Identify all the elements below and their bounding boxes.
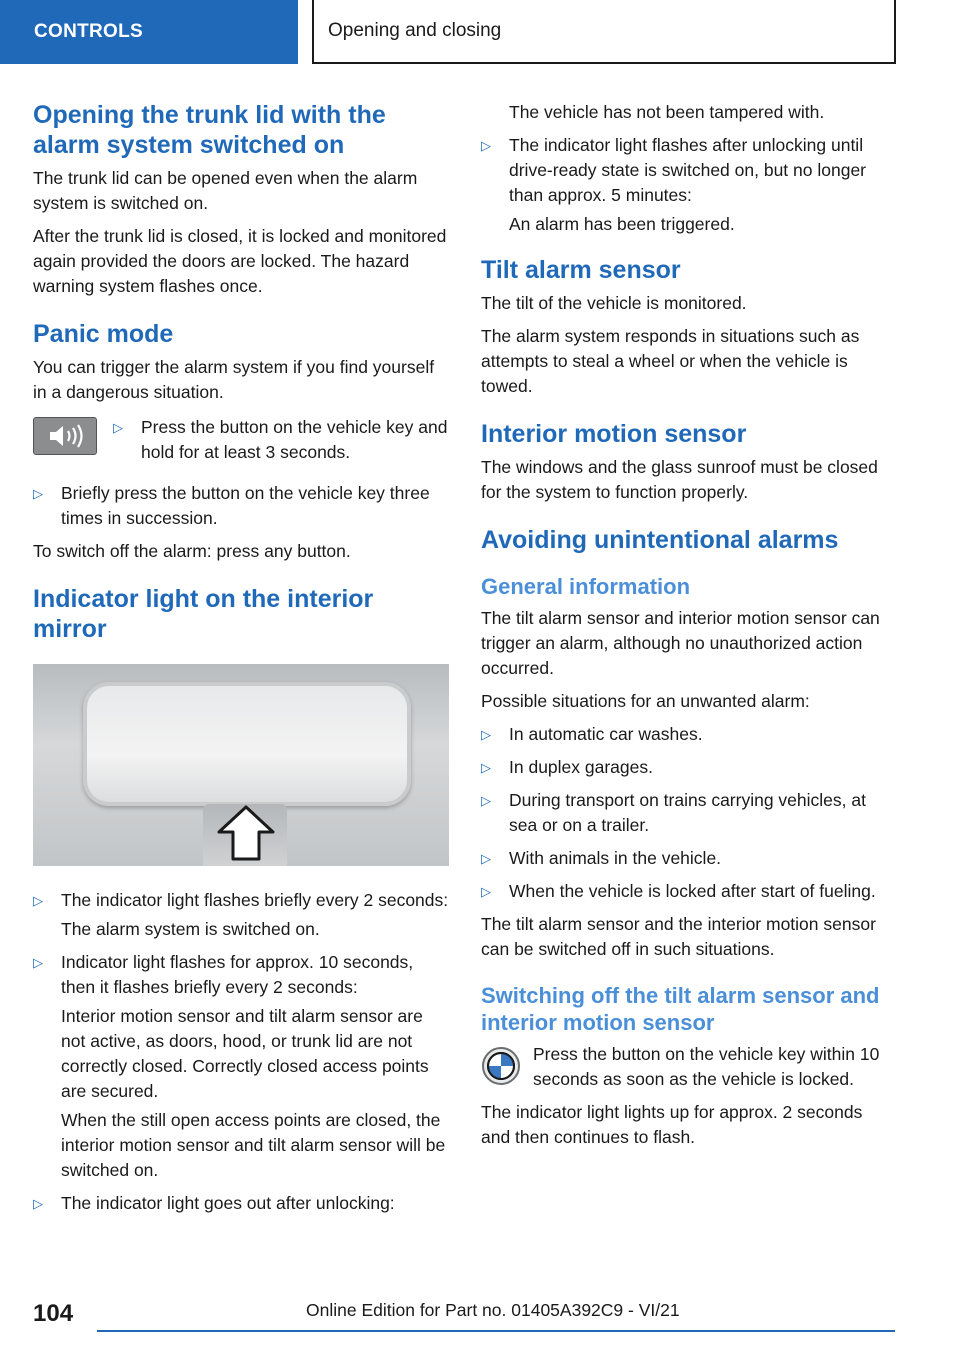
list-item: ▷ During transport on trains carrying vehicles, at sea or on a trailer. (481, 790, 866, 835)
list-item: ▷ Press the button on the vehicle key and hold for at least 3 seconds. (113, 417, 448, 462)
sub-paragraph: When the still open access points are closed, the interior motion sensor and tilt alarm sensor will be switched on. (61, 1110, 446, 1180)
bullet-icon: ▷ (33, 1196, 43, 1211)
section-tab: CONTROLS (0, 0, 298, 64)
right-column (481, 100, 895, 1170)
paragraph: The tilt alarm sensor and interior motion sensor can trigger an alarm, although no unauthorized action occurred. (481, 608, 880, 678)
continued-list (481, 100, 895, 237)
list-item: ▷ The indicator light flashes after unlocking until drive-ready state is switched on, but no longer than approx. 5 minutes: An alarm has been triggered. (481, 133, 895, 237)
page-number: 104 (33, 1300, 74, 1327)
indicator-list (33, 888, 449, 1216)
list-item: ▷ The indicator light goes out after unlocking: (33, 1191, 449, 1216)
paragraph: The trunk lid can be opened even when the alarm system is switched on. (33, 168, 418, 213)
sub-paragraph: Interior motion sensor and tilt alarm sensor are not active, as doors, hood, or trunk lid are not correctly closed. Correctly closed access points are secured. (61, 1006, 429, 1101)
chapter-title: Opening and closing (312, 0, 896, 64)
footer-divider (97, 1330, 895, 1332)
panic-list-2 (33, 481, 449, 531)
paragraph: After the trunk lid is closed, it is locked and monitored again provided the doors are locked. The hazard warning system flashes once. (33, 226, 447, 296)
paragraph: The alarm system responds in situations such as attempts to steal a wheel or when the vehicle is towed. (481, 326, 860, 396)
paragraph: The windows and the glass sunroof must be closed for the system to function properly. (481, 457, 878, 502)
bullet-icon: ▷ (33, 486, 43, 501)
indicator-heading: Indicator light on the interior mirror (33, 585, 374, 643)
panic-note (33, 415, 449, 473)
horn-icon (33, 417, 97, 455)
bullet-icon: ▷ (481, 138, 491, 153)
tilt-heading: Tilt alarm sensor (481, 256, 681, 284)
trunk-heading: Opening the trunk lid with the alarm system switched on (33, 101, 386, 159)
paragraph: You can trigger the alarm system if you find yourself in a dangerous situation. (33, 357, 435, 402)
left-column (33, 100, 449, 1236)
trunk-section (33, 100, 449, 299)
list-item: ▷ In automatic car washes. (481, 722, 895, 747)
bullet-icon: ▷ (481, 760, 491, 775)
list-item: ▷ When the vehicle is locked after start of fueling. (481, 879, 895, 904)
list-item: ▷ The indicator light flashes briefly every 2 seconds: The alarm system is switched on. (33, 888, 449, 942)
lock-button-icon (481, 1046, 521, 1091)
avoid-section (481, 525, 895, 962)
edition-text: Online Edition for Part no. 01405A392C9 - VI/21 (306, 1300, 680, 1320)
bullet-icon: ▷ (481, 793, 491, 808)
tilt-section (481, 255, 895, 399)
bullet-icon: ▷ (113, 420, 123, 435)
bullet-icon: ▷ (33, 893, 43, 908)
panic-list (113, 415, 449, 473)
list-item-continued: The vehicle has not been tampered with. (509, 102, 825, 122)
bullet-icon: ▷ (481, 851, 491, 866)
mirror-illustration (33, 664, 449, 866)
list-item: ▷ Briefly press the button on the vehicle key three times in succession. (33, 483, 430, 528)
paragraph: The tilt of the vehicle is monitored. (481, 293, 747, 313)
arrow-up-icon (215, 804, 277, 862)
bullet-icon: ▷ (33, 955, 43, 970)
indicator-section (33, 584, 449, 1216)
paragraph: The tilt alarm sensor and the interior motion sensor can be switched off in such situations. (481, 914, 876, 959)
list-item: ▷ Indicator light flashes for approx. 10 seconds, then it flashes briefly every 2 seconds: Interior motion sensor and tilt alarm sensor are not active, as doors, hood, or trunk lid are not correctly closed. Correctly closed access points are secured. When the still open access points are closed, the interior motion sensor and tilt alarm sensor will be switched on. (33, 950, 449, 1183)
switchoff-heading: Switching off the tilt alarm sensor and interior motion sensor (481, 983, 880, 1035)
paragraph: Press the button on the vehicle key within 10 seconds as soon as the vehicle is locked. (533, 1044, 880, 1089)
bullet-icon: ▷ (481, 884, 491, 899)
list-item: ▷ In duplex garages. (481, 755, 895, 780)
paragraph: Possible situations for an unwanted alarm: (481, 691, 810, 711)
sub-paragraph: The alarm system is switched on. (61, 919, 320, 939)
list-item: ▷ With animals in the vehicle. (481, 846, 895, 871)
motion-section (481, 419, 895, 505)
avoid-heading: Avoiding unintentional alarms (481, 526, 839, 554)
motion-heading: Interior motion sensor (481, 420, 747, 448)
panic-heading: Panic mode (33, 320, 174, 348)
alarm-situations-list (481, 722, 895, 904)
paragraph: To switch off the alarm: press any button. (33, 541, 351, 561)
sub-paragraph: An alarm has been triggered. (509, 214, 735, 234)
paragraph: The indicator light lights up for approx. 2 seconds and then continues to flash. (481, 1102, 863, 1147)
general-info-heading: General information (481, 574, 691, 599)
switchoff-section (481, 982, 895, 1150)
panic-section (33, 319, 449, 564)
bullet-icon: ▷ (481, 727, 491, 742)
